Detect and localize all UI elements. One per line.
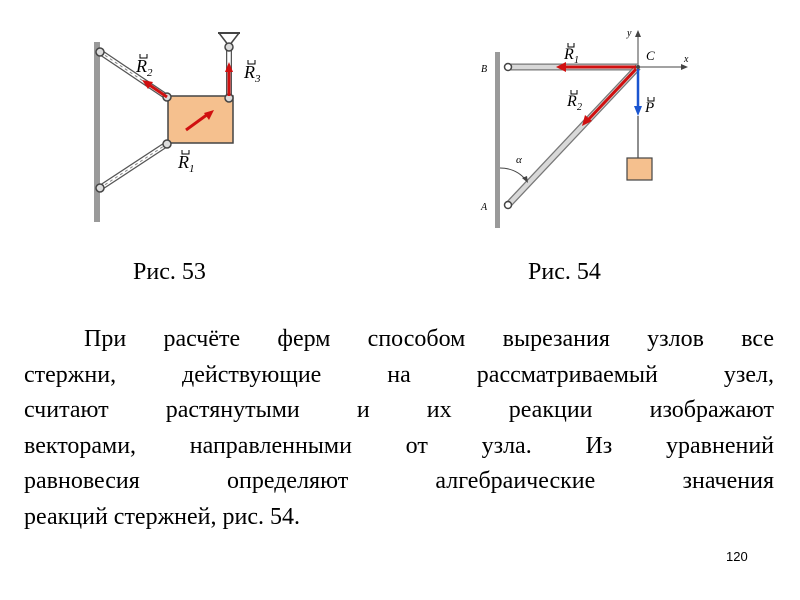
paragraph-line: При расчёте ферм способом вырезания узлов все [84, 326, 774, 352]
page-number: 120 [726, 549, 748, 564]
hinges [505, 64, 512, 209]
figure-53-diagram [80, 20, 280, 230]
label-r1-letter: R [178, 152, 189, 172]
label-r1 [177, 150, 195, 175]
paragraph-line: стержни, действующие на рассматриваемый узел, [24, 361, 774, 388]
paragraph-line: равновесия определяют алгебраические значения [24, 468, 774, 495]
node-c [636, 65, 640, 69]
label-r2-letter: R [567, 93, 577, 110]
label-r2 [135, 54, 153, 79]
label-c: C [646, 48, 655, 63]
figure-53-caption: Рис. 53 [133, 259, 206, 285]
wall [495, 52, 500, 228]
axis-y [635, 30, 641, 67]
label-a: A [481, 202, 488, 213]
label-r2-subscript: 2 [577, 102, 582, 113]
figure-54-diagram [470, 22, 705, 232]
load-weight [627, 158, 652, 180]
label-r3-letter: R [244, 62, 255, 82]
label-y: y [627, 28, 632, 39]
label-p-letter: P [645, 100, 655, 116]
force-r2-arrow [142, 80, 167, 97]
label-r1 [563, 43, 579, 66]
angle-alpha [500, 168, 528, 183]
body-paragraph [24, 322, 774, 536]
paragraph-line: реакций стержней, рис. 54. [24, 503, 300, 530]
paragraph-line: векторами, направленными от узла. Из уравнений [24, 432, 774, 459]
label-r3-subscript: 3 [255, 73, 261, 85]
label-r1-subscript: 1 [574, 55, 579, 66]
rod-1 [100, 144, 167, 188]
label-r1-subscript: 1 [189, 163, 195, 175]
label-alpha: α [516, 154, 522, 166]
label-r2-subscript: 2 [147, 67, 153, 79]
label-b: B [481, 64, 488, 75]
wall [94, 42, 100, 222]
axis-x [638, 64, 688, 70]
force-p-arrow [634, 69, 642, 116]
figure-54-caption: Рис. 54 [528, 259, 601, 285]
label-x: x [684, 54, 689, 65]
label-p [644, 97, 654, 116]
label-r2 [566, 90, 582, 113]
force-r2-arrow [582, 69, 636, 126]
label-r1-letter: R [564, 46, 574, 63]
paragraph-line: считают растянутыми и их реакции изображают [24, 397, 774, 424]
label-r3 [243, 60, 261, 85]
label-r2-letter: R [136, 56, 147, 76]
